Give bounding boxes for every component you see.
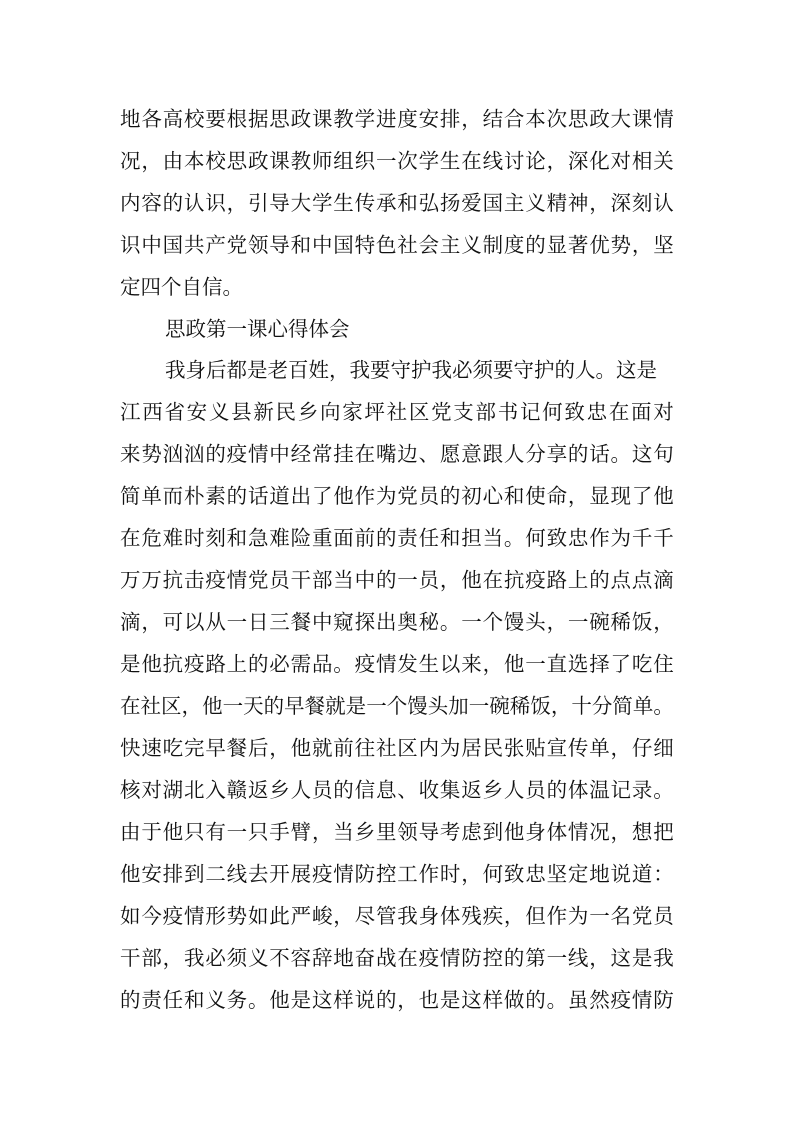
paragraph-line: 内 容 的 认 识 ， 引 导 大 学 生 传 承 和 弘 扬 爱 国 主 义 精 神 ， 深 刻 认 xyxy=(120,191,674,215)
paragraph-line: 快 速 吃 完 早 餐 后 ， 他 就 前 往 社 区 内 为 居 民 张 贴 宣 传 单 ， 仔 细 xyxy=(120,736,674,760)
paragraph-line: 识 中 国 共 产 党 领 导 和 中 国 特 色 社 会 主 义 制 度 的 显 著 优 势 ， 坚 xyxy=(120,233,674,257)
paragraph-line: 地 各 高 校 要 根 据 思 政 课 教 学 进 度 安 排 ， 结 合 本 次 思 政 大 课 情 xyxy=(120,107,674,131)
paragraph-line: 由 于 他 只 有 一 只 手 臂 ， 当 乡 里 领 导 考 虑 到 他 身 体 情 况 ， 想 把 xyxy=(120,820,674,844)
paragraph-line: 况 ， 由 本 校 思 政 课 教 师 组 织 一 次 学 生 在 线 讨 论 ， 深 化 对 相 关 xyxy=(120,149,674,173)
paragraph-line: 滴 ， 可 以 从 一 日 三 餐 中 窥 探 出 奥 秘 。 一 个 馒 头 ， 一 碗 稀 饭 ， xyxy=(120,610,674,634)
paragraph-line: 他 安 排 到 二 线 去 开 展 疫 情 防 控 工 作 时 ， 何 致 忠 坚 定 地 说 道 ： xyxy=(120,862,674,886)
section-title: 思政第一课心得体会 xyxy=(165,317,350,341)
paragraph-line: 如 今 疫 情 形 势 如 此 严 峻 ， 尽 管 我 身 体 残 疾 ， 但 作 为 一 名 党 员 xyxy=(120,904,674,928)
paragraph-line: 定四个自信。 xyxy=(120,275,243,299)
paragraph-line: 核 对 湖 北 入 赣 返 乡 人 员 的 信 息 、 收 集 返 乡 人 员 的 体 温 记 录 。 xyxy=(120,778,674,802)
paragraph-line: 万 万 抗 击 疫 情 党 员 干 部 当 中 的 一 员 ， 他 在 抗 疫 路 上 的 点 点 滴 xyxy=(120,568,674,592)
paragraph-line: 江 西 省 安 义 县 新 民 乡 向 家 坪 社 区 党 支 部 书 记 何 致 忠 在 面 对 xyxy=(120,400,674,424)
paragraph-line: 我身后都是老百姓，我要守护我必须要守护的人。这是 xyxy=(165,358,657,382)
paragraph-line: 的 责 任 和 义 务 。 他 是 这 样 说 的 ， 也 是 这 样 做 的 。 虽 然 疫 情 防 xyxy=(120,988,674,1012)
paragraph-line: 干 部 ， 我 必 须 义 不 容 辞 地 奋 战 在 疫 情 防 控 的 第 一 线 ， 这 是 我 xyxy=(120,946,674,970)
paragraph-line: 来 势 汹 汹 的 疫 情 中 经 常 挂 在 嘴 边 、 愿 意 跟 人 分 享 的 话 。 这 句 xyxy=(120,442,674,466)
paragraph-line: 在 社 区 ， 他 一 天 的 早 餐 就 是 一 个 馒 头 加 一 碗 稀 饭 ， 十 分 简 单 。 xyxy=(120,694,674,718)
paragraph-line: 是 他 抗 疫 路 上 的 必 需 品 。 疫 情 发 生 以 来 ， 他 一 直 选 择 了 吃 住 xyxy=(120,652,674,676)
paragraph-line: 简 单 而 朴 素 的 话 道 出 了 他 作 为 党 员 的 初 心 和 使 命 ， 显 现 了 他 xyxy=(120,484,674,508)
paragraph-line: 在 危 难 时 刻 和 急 难 险 重 面 前 的 责 任 和 担 当 。 何 致 忠 作 为 千 千 xyxy=(120,526,674,550)
